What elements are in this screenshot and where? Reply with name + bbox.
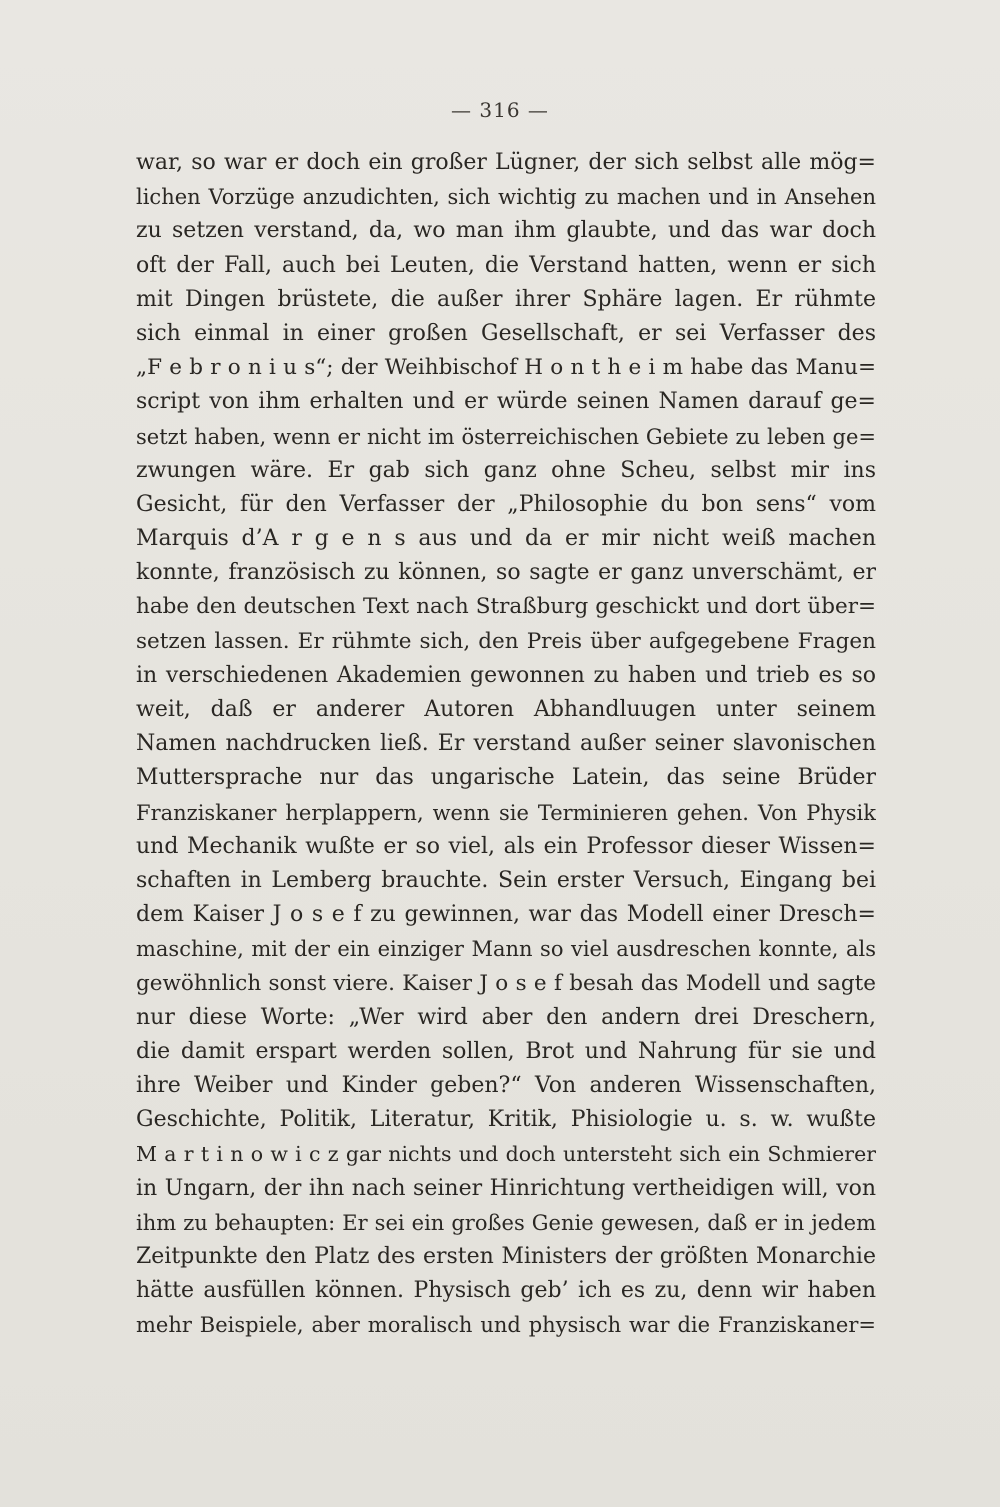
text-line: oft der Fall, auch bei Leuten, die Verstand hatten, wenn er sich xyxy=(136,252,876,278)
text-line: gewöhnlich sonst viere. Kaiser J o s e f besah das Modell und sagte xyxy=(136,970,876,996)
text-line: schaften in Lemberg brauchte. Sein erster Versuch, Eingang bei xyxy=(136,867,876,893)
body-text xyxy=(136,146,876,1343)
text-line: mehr Beispiele, aber moralisch und physisch war die Franziskaner= xyxy=(136,1313,876,1338)
text-line: war, so war er doch ein großer Lügner, der sich selbst alle mög= xyxy=(136,150,876,175)
text-line: in Ungarn, der ihn nach seiner Hinrichtung vertheidigen will, von xyxy=(136,1175,876,1201)
text-line: ihm zu behaupten: Er sei ein großes Genie gewesen, daß er in jedem xyxy=(136,1210,876,1235)
text-line: Geschichte, Politik, Literatur, Kritik, Phisiologie u. s. w. wußte xyxy=(136,1107,876,1133)
text-line: Muttersprache nur das ungarische Latein, das seine Brüder xyxy=(136,765,876,791)
text-line: setzen lassen. Er rühmte sich, den Preis über aufgegebene Fragen xyxy=(136,628,876,654)
text-line: Zeitpunkte den Platz des ersten Ministers der größten Monarchie xyxy=(136,1244,876,1269)
text-line: dem Kaiser J o s e f zu gewinnen, war das Modell einer Dresch= xyxy=(136,902,876,928)
text-line: Marquis d’A r g e n s aus und da er mir nicht weiß machen xyxy=(136,526,876,552)
page-number: — 316 — xyxy=(451,98,549,122)
text-line: sich einmal in einer großen Gesellschaft, er sei Verfasser des xyxy=(136,320,876,346)
text-line: Gesicht, für den Verfasser der „Philosophie du bon sens“ vom xyxy=(136,491,876,517)
text-line: weit, daß er anderer Autoren Abhandluugen unter seinem xyxy=(136,697,876,722)
text-line: in verschiedenen Akademien gewonnen zu haben und trieb es so xyxy=(136,662,876,688)
text-line: Namen nachdrucken ließ. Er verstand außer seiner slavonischen xyxy=(136,731,876,757)
text-line: mit Dingen brüstete, die außer ihrer Sphäre lagen. Er rühmte xyxy=(136,286,876,312)
text-line: zu setzen verstand, da, wo man ihm glaubte, und das war doch xyxy=(136,218,876,244)
text-line: lichen Vorzüge anzudichten, sich wichtig zu machen und in Ansehen xyxy=(136,185,876,210)
text-line: nur diese Worte: „Wer wird aber den andern drei Dreschern, xyxy=(136,1004,876,1030)
text-line: setzt haben, wenn er nicht im österreichischen Gebiete zu leben ge= xyxy=(136,424,876,449)
text-line: und Mechanik wußte er so viel, als ein Professor dieser Wissen= xyxy=(136,833,876,859)
text-line: script von ihm erhalten und er würde seinen Namen darauf ge= xyxy=(136,389,876,415)
text-line: konnte, französisch zu können, so sagte er ganz unverschämt, er xyxy=(136,560,876,586)
text-line: zwungen wäre. Er gab sich ganz ohne Scheu, selbst mir ins xyxy=(136,457,876,483)
text-line: die damit erspart werden sollen, Brot und Nahrung für sie und xyxy=(136,1038,876,1064)
text-line: habe den deutschen Text nach Straßburg geschickt und dort über= xyxy=(136,594,876,620)
text-line: Franziskaner herplappern, wenn sie Terminieren gehen. Von Physik xyxy=(136,800,876,825)
text-line: M a r t i n o w i c z gar nichts und doch untersteht sich ein Schmierer xyxy=(136,1142,876,1167)
text-line: „F e b r o n i u s“; der Weihbischof H o n t h e i m habe das Manu= xyxy=(136,355,876,381)
text-line: maschine, mit der ein einziger Mann so viel ausdreschen konnte, als xyxy=(136,937,876,962)
text-line: hätte ausfüllen können. Physisch geb’ ich es zu, denn wir haben xyxy=(136,1278,876,1304)
text-line: ihre Weiber und Kinder geben?“ Von anderen Wissenschaften, xyxy=(136,1073,876,1099)
